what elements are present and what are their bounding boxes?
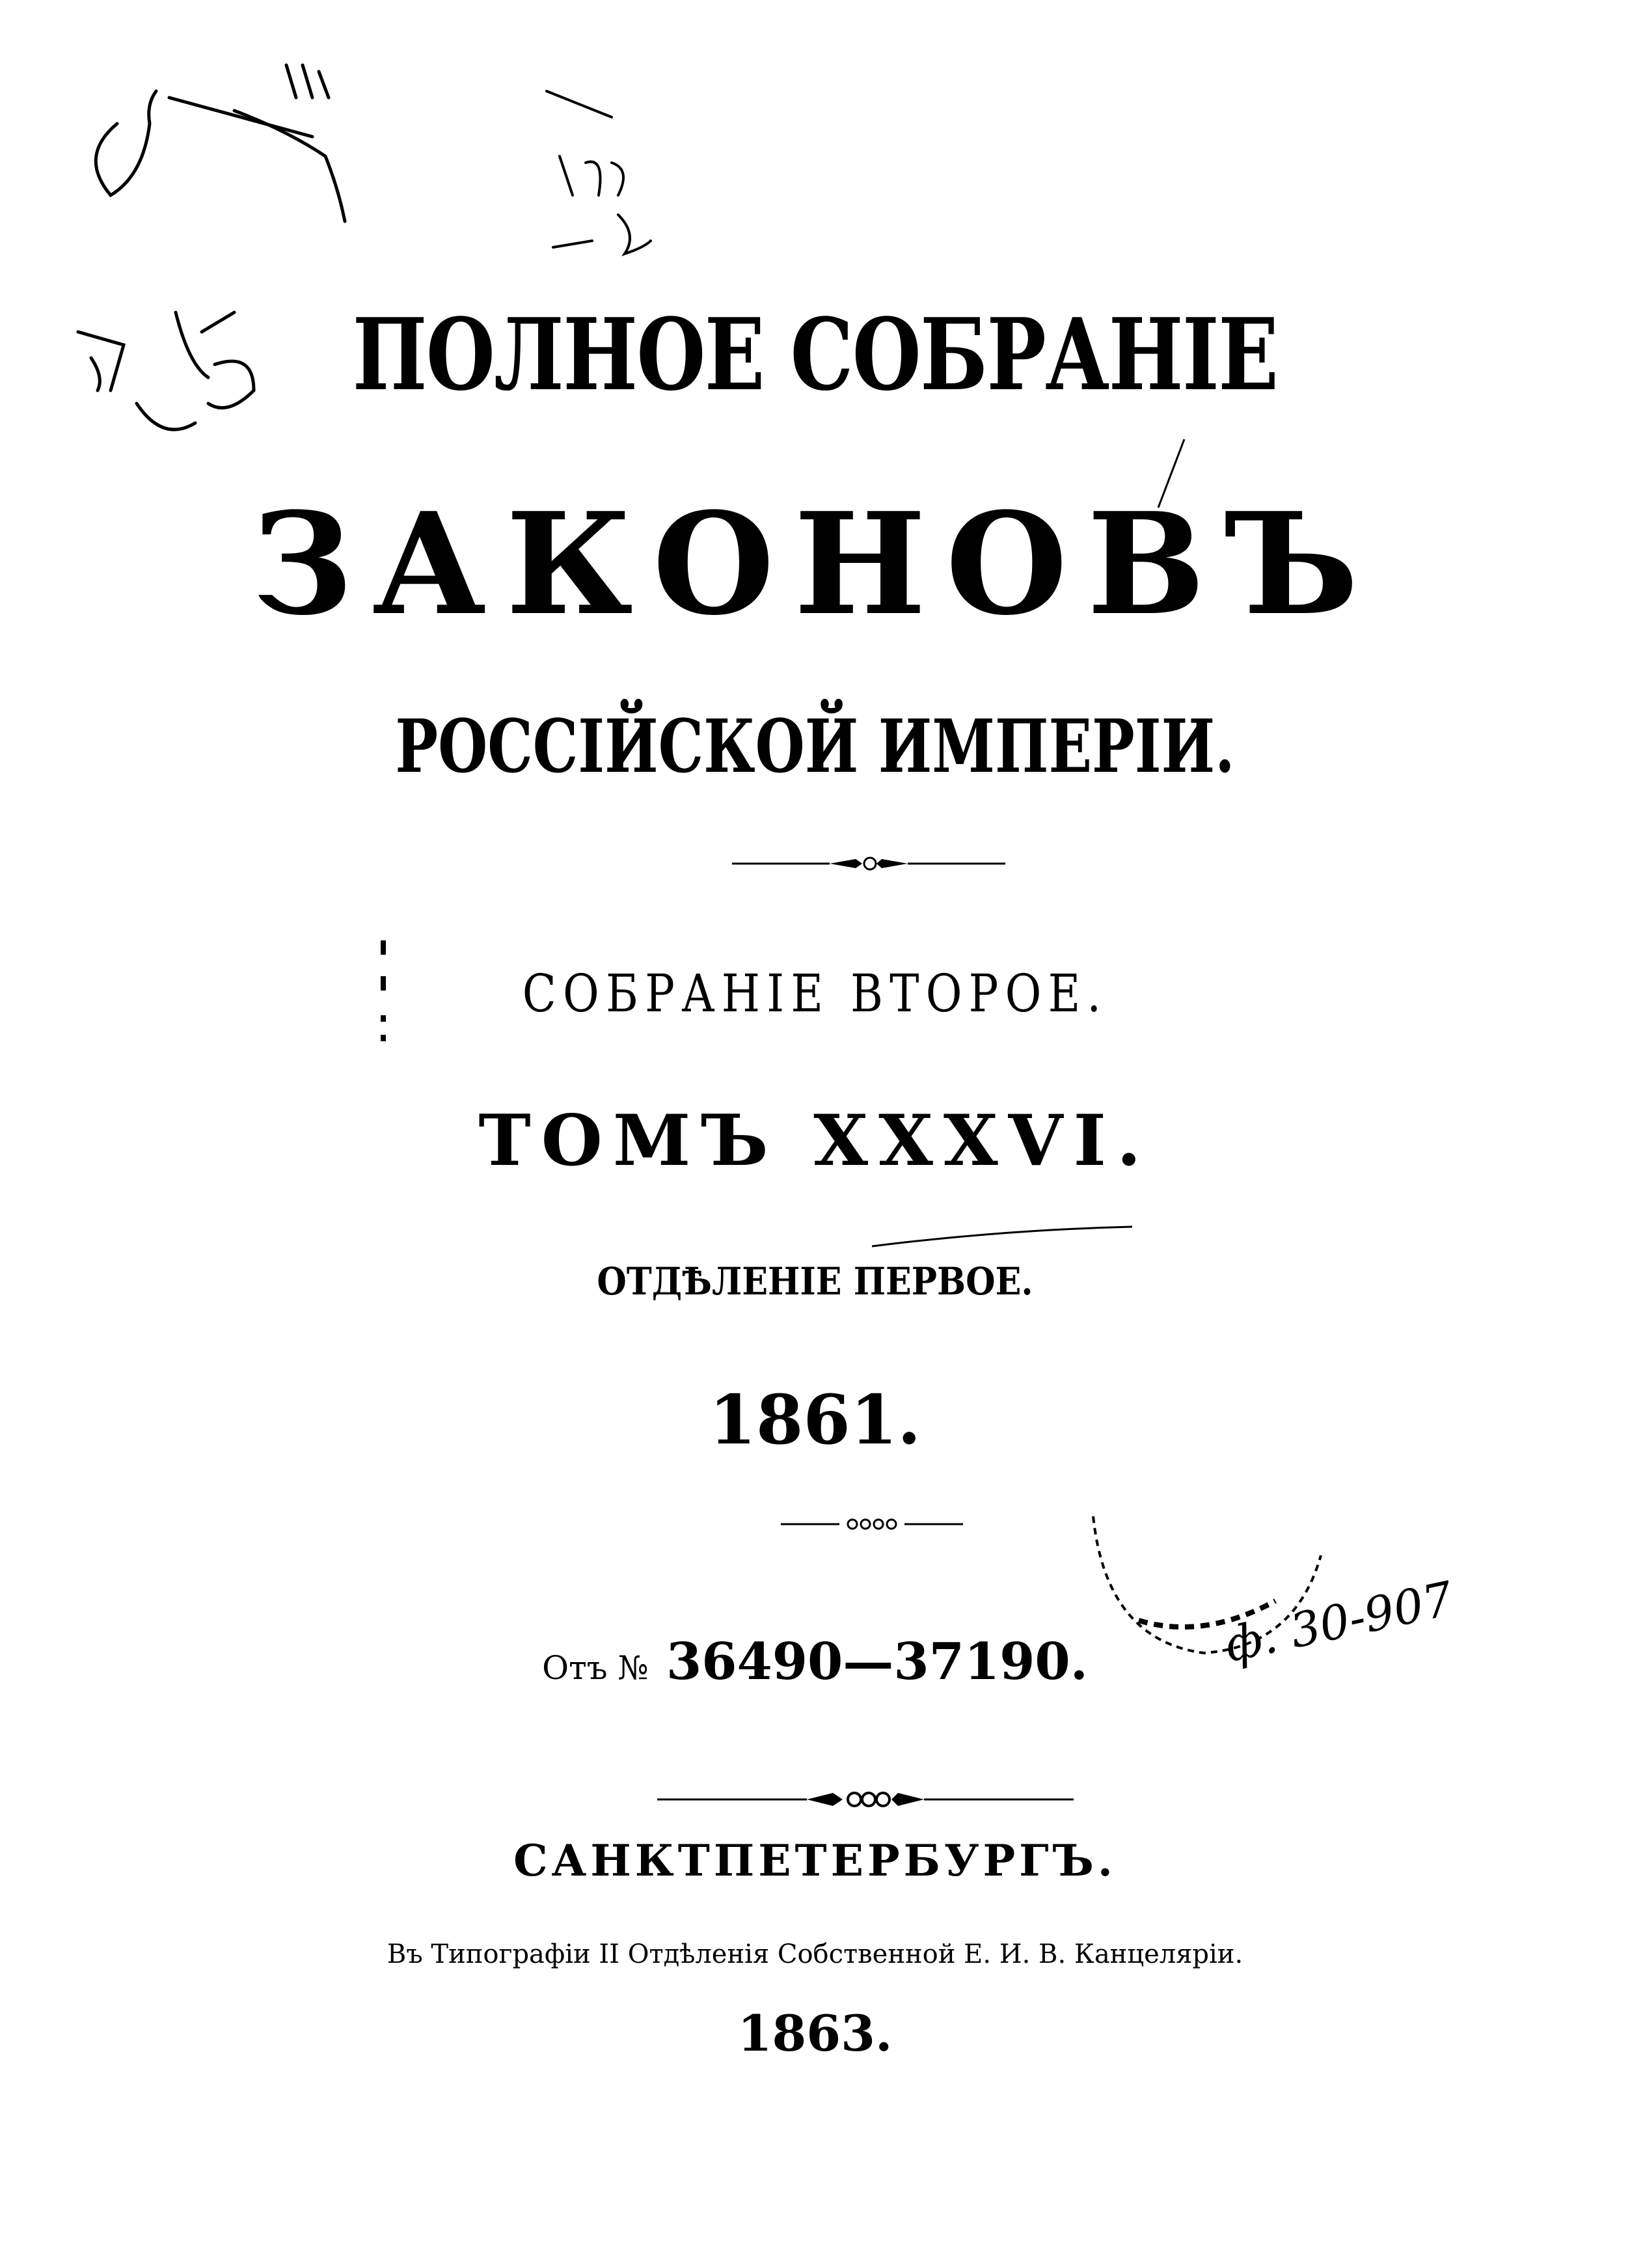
pencil-underline bbox=[872, 1223, 1132, 1250]
range-prefix: Отъ № bbox=[542, 1649, 649, 1687]
printer-label: Въ Типографіи II Отдѣленія Собственной Е. И. В. Канцеляріи. bbox=[387, 1939, 1243, 1969]
year-label: 1861. bbox=[709, 1380, 921, 1460]
handwritten-marks-top-left bbox=[39, 26, 377, 482]
ornament-divider-2 bbox=[781, 1516, 963, 1532]
city-label: САНКТПЕТЕРБУРГЪ. bbox=[513, 1835, 1117, 1886]
handwritten-note: ф. 30-907 bbox=[1220, 1570, 1458, 1673]
range-value: 36490—37190. bbox=[666, 1632, 1088, 1691]
volume-label: ТОМЪ XXXVI. bbox=[478, 1100, 1152, 1182]
title-line-2: ЗАКОНОВЪ bbox=[252, 482, 1378, 646]
title-line-1: ПОЛНОЕ СОБРАНІЕ bbox=[352, 296, 1278, 413]
print-year-label: 1863. bbox=[737, 2004, 893, 2062]
ornament-divider-3 bbox=[657, 1786, 1074, 1812]
ornament-divider-1 bbox=[732, 854, 1005, 873]
collection-label: СОБРАНІЕ ВТОРОЕ. bbox=[522, 963, 1108, 1024]
title-line-3: РОССІЙСКОЙ ИМПЕРІИ. bbox=[395, 704, 1235, 789]
section-label: ОТДѢЛЕНІЕ ПЕРВОЕ. bbox=[597, 1259, 1033, 1304]
handwritten-marks-top-center bbox=[534, 65, 690, 260]
number-range bbox=[0, 1632, 1630, 1691]
